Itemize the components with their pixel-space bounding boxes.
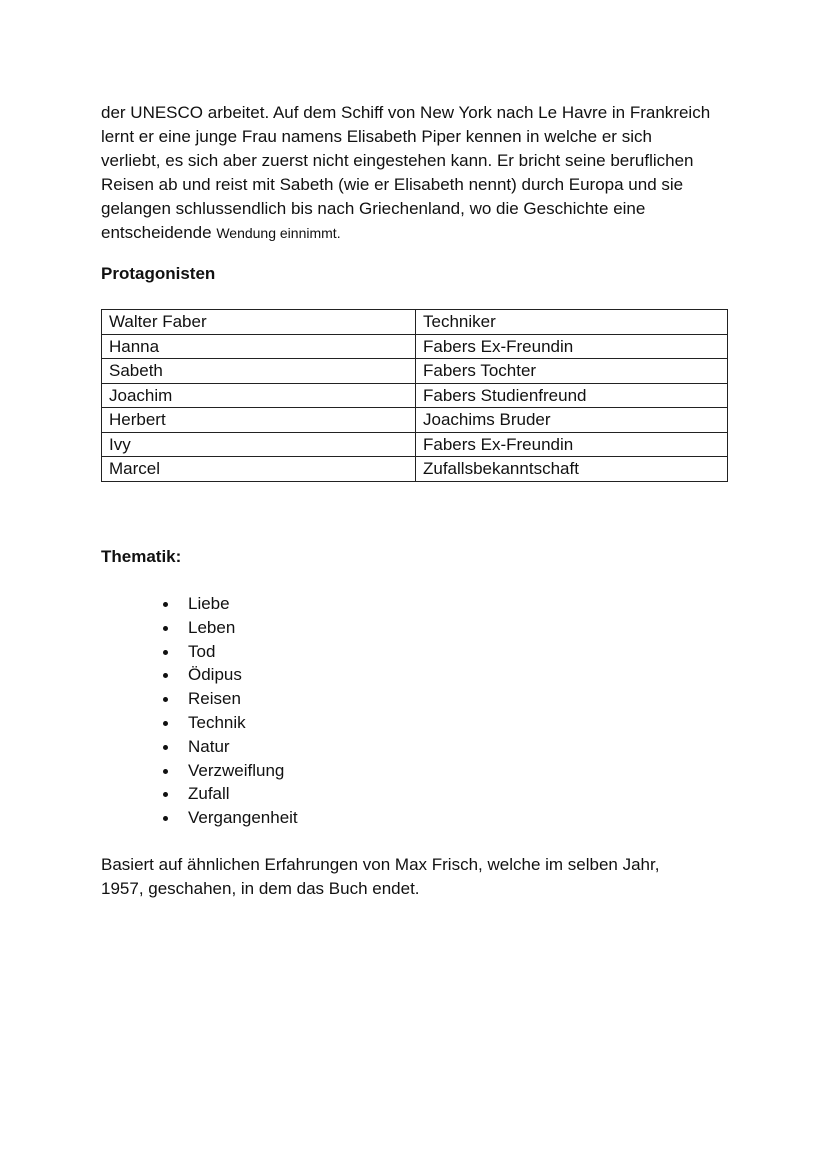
themes-list [0, 592, 298, 830]
character-name: Walter Faber [102, 310, 416, 335]
closing-paragraph [101, 853, 741, 901]
bullet-icon [163, 650, 168, 655]
table-row [102, 432, 728, 457]
bullet-icon [163, 697, 168, 702]
bullet-icon [163, 816, 168, 821]
theme-label: Technik [188, 712, 246, 732]
character-name: Marcel [102, 457, 416, 482]
table-row [102, 408, 728, 433]
character-name: Herbert [102, 408, 416, 433]
theme-label: Verzweiflung [188, 760, 285, 780]
bullet-icon [163, 673, 168, 678]
character-role: Fabers Ex-Freundin [416, 432, 728, 457]
bullet-icon [163, 769, 168, 774]
table-row [102, 383, 728, 408]
protagonists-table [101, 309, 728, 482]
character-role: Zufallsbekanntschaft [416, 457, 728, 482]
character-name: Ivy [102, 432, 416, 457]
intro-last-line-end: Wendung einnimmt. [216, 225, 341, 241]
protagonists-heading: Protagonisten [101, 264, 216, 283]
table-row [102, 359, 728, 384]
list-item [0, 616, 298, 640]
closing-line: 1957, geschahen, in dem das Buch endet. [101, 879, 420, 898]
character-role: Fabers Studienfreund [416, 383, 728, 408]
theme-label: Leben [188, 617, 236, 637]
list-item [0, 806, 298, 830]
list-item [0, 640, 298, 664]
character-role: Fabers Tochter [416, 359, 728, 384]
intro-line: lernt er eine junge Frau namens Elisabeth Piper kennen in welche er sich [101, 127, 652, 146]
list-item [0, 782, 298, 806]
intro-line: verliebt, es sich aber zuerst nicht eingestehen kann. Er bricht seine beruflichen [101, 151, 694, 170]
list-item [0, 663, 298, 687]
theme-label: Vergangenheit [188, 808, 298, 828]
themes-heading: Thematik: [101, 547, 182, 566]
closing-line: Basiert auf ähnlichen Erfahrungen von Max Frisch, welche im selben Jahr, [101, 855, 660, 874]
intro-line: gelangen schlussendlich bis nach Griechenland, wo die Geschichte eine [101, 199, 646, 218]
theme-label: Liebe [188, 594, 230, 613]
table-row [102, 457, 728, 482]
theme-label: Tod [188, 641, 216, 661]
list-item [0, 687, 298, 711]
character-role: Fabers Ex-Freundin [416, 334, 728, 359]
intro-line: Reisen ab und reist mit Sabeth (wie er Elisabeth nennt) durch Europa und sie [101, 175, 684, 194]
intro-paragraph [101, 101, 741, 245]
intro-line: der UNESCO arbeitet. Auf dem Schiff von New York nach Le Havre in Frankreich [101, 103, 711, 122]
bullet-icon [163, 745, 168, 750]
intro-last-line-start: entscheidende [101, 223, 212, 242]
character-role: Techniker [416, 310, 728, 335]
table-row [102, 310, 728, 335]
table-row [102, 334, 728, 359]
list-item [0, 759, 298, 783]
bullet-icon [163, 792, 168, 797]
bullet-icon [163, 602, 168, 607]
theme-label: Ödipus [188, 665, 242, 685]
bullet-icon [163, 626, 168, 631]
character-name: Sabeth [102, 359, 416, 384]
intro-last-line [101, 221, 741, 245]
theme-label: Zufall [188, 784, 230, 804]
character-role: Joachims Bruder [416, 408, 728, 433]
theme-label: Natur [188, 736, 230, 756]
character-name: Hanna [102, 334, 416, 359]
list-item [0, 735, 298, 759]
list-item [0, 592, 298, 616]
bullet-icon [163, 721, 168, 726]
character-name: Joachim [102, 383, 416, 408]
theme-label: Reisen [188, 689, 241, 709]
list-item [0, 711, 298, 735]
